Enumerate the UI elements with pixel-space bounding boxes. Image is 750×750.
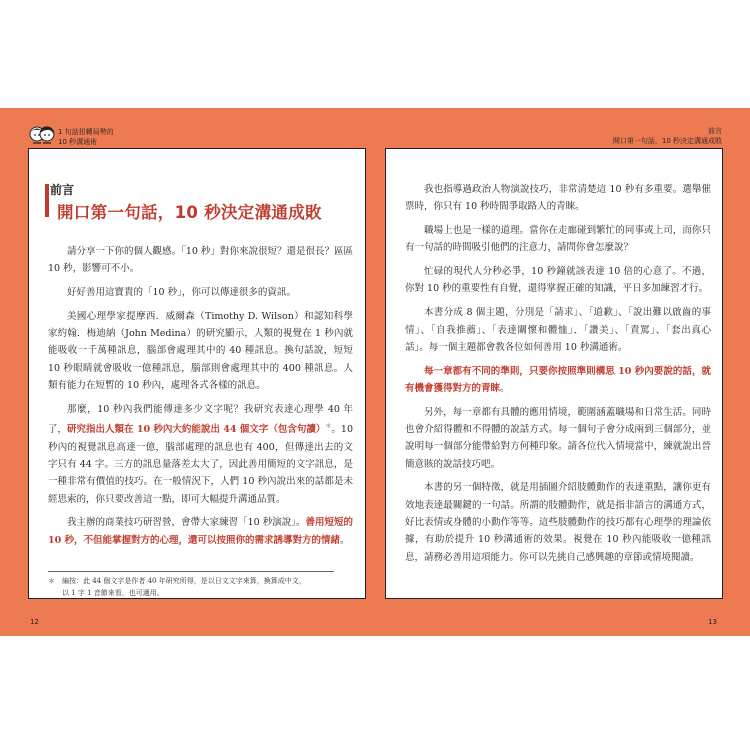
right-paragraph-1: 我也指導過政治人物演說技巧，非常清楚這 10 秒有多重要。選舉催票時，你只有 10 秒時間爭取路人的青睞。 [405, 184, 711, 213]
right-paragraph-3: 忙碌的現代人分秒必爭，10 秒鐘就該表達 10 倍的心意了。不過，你對 10 秒的重要性有自覺，還得掌握正確的知識，平日多加練習才行。 [405, 266, 711, 295]
right-paragraph-5-text: 。 [500, 382, 510, 394]
left-paragraph-1: 請分享一下你的個人觀感。「10 秒」對你來說很短？還是很長？區區 10 秒，影響可不小。 [48, 246, 353, 275]
right-paragraph-6: 另外，每一章都有具體的應用情境，範圍涵蓋職場和日常生活。同時也會介紹得體和不得體的說話方式。每一個句子會分成兩到三個部分，並說明每一個部分能帶給對方何種印象。請各位代入情境當中，練就說出晉簡意賅的說話技巧吧。 [405, 406, 711, 470]
footnote-line-1: 編按：此 44 個文字是作者 40 年研究所得，是以日文文字來算，換算成中文， [62, 577, 306, 585]
cartoon-characters-logo-icon [28, 124, 56, 146]
left-paragraph-3: 美國心理學家提摩西．威爾森（Timothy D. Wilson）和認知科學家約翰．梅迪納（John Medina）的研究顯示，人類的視覺在 1 秒內就能吸收一千萬種訊息，腦部會處理其中的 40 種訊息。換句話說，短短 10 秒眼睛就會吸收一億種訊息，腦部則會處理其中的 400 種訊息。人類有能力在短暫的 10 秒內，處理各式各樣的訊息。 [48, 310, 353, 392]
chapter-label: 前言 [50, 183, 75, 197]
right-paragraph-5 [405, 363, 711, 398]
left-page-body [48, 243, 353, 555]
left-paragraph-4-text-b: 。10 秒內的視覺訊息高達一億，腦部處理的訊息也有 400，但傳達出去的文字只有 44 字。三方的訊息量落差太大了，因此善用簡短的文字訊息，是一種非常有價值的技巧。在一般情況下，人們 10 秒內說出來的話都是未經思索的，你只要改善這一點，即可大幅提升溝通品質。 [48, 424, 353, 505]
right-page-number: 13 [708, 618, 717, 626]
right-header-line1: 前言 [708, 127, 722, 135]
right-page-body [405, 181, 711, 572]
chapter-accent-bar [45, 184, 49, 217]
left-paragraph-4-highlight: 研究指出人類在 10 秒內大約能說出 44 個文字（包含句讀） [67, 424, 326, 436]
right-paragraph-2: 職場上也是一樣的道理。當你在走廊碰到繁忙的同事或上司，而你只有一句話的時間吸引他們的注意力，請問你會怎麼說？ [405, 225, 711, 254]
left-paragraph-5 [48, 514, 353, 549]
footnote [48, 575, 338, 599]
right-running-header [613, 126, 722, 146]
left-paragraph-4 [48, 401, 353, 508]
footnote-line-2: 以 1 字 1 音節來看，也可適用。 [62, 589, 164, 597]
right-paragraph-5-highlight: 每一章都有不同的準則，只要你按照準則構思 10 秒內要說的話，就有機會獲得對方的青睞 [405, 365, 711, 394]
left-page-number: 12 [30, 618, 39, 626]
left-header-line1: 1 句話扭轉局勢的 [58, 128, 114, 136]
left-running-header [58, 127, 114, 147]
left-header-line2: 10 秒溝通術 [58, 138, 98, 146]
left-paragraph-5-highlight: 善用短短的 10 秒，不但能掌握對方的心理，還可以按照你的需求誘導對方的情緒 [48, 517, 353, 546]
right-paragraph-4: 本書分成 8 個主題，分別是「請求」、「道歉」、「說出難以啟齒的事情」、「自我推薦」、「表達關懷和體恤」、「讚美」、「責罵」、「套出真心話」。每一個主題都會教各位如何善用 10 秒溝通術。 [405, 307, 711, 353]
left-paragraph-5-text-b: 。 [340, 534, 350, 546]
right-header-line2: 開口第一句話，10 秒決定溝通成敗 [612, 137, 722, 145]
chapter-title: 開口第一句話，10 秒決定溝通成敗 [57, 203, 322, 222]
footnote-mark: ＊ [48, 577, 55, 585]
footnote-divider [48, 571, 334, 572]
left-paragraph-4-text-a: 那麼，10 秒內我們能傳達多少文字呢？我研究表達心理學 40 年了， [48, 403, 353, 436]
right-paragraph-7: 本書的另一個特徵，就是用插圖介紹肢體動作的表達重點，讓你更有效地表達最關鍵的一句話。所謂的肢體動作，就是指非語言的溝通方式，好比表情或身體的小動作等等。這些肢體動作的技巧都有心理學的理論依據，有助於提升 10 秒溝通術的效果。視覺在 10 秒內能吸收一億種訊息，請務必善用這項能力。你可以先挑自己感興趣的章節或情境閱讀。 [405, 482, 711, 563]
left-paragraph-5-text-a: 我主辦的商業技巧研習營，會帶大家練習「10 秒演說」。 [67, 517, 306, 529]
footnote-reference-mark[interactable]: ＊ [325, 423, 332, 431]
left-paragraph-2: 好好善用這寶貴的「10 秒」，你可以傳達很多的資訊。 [67, 287, 296, 299]
